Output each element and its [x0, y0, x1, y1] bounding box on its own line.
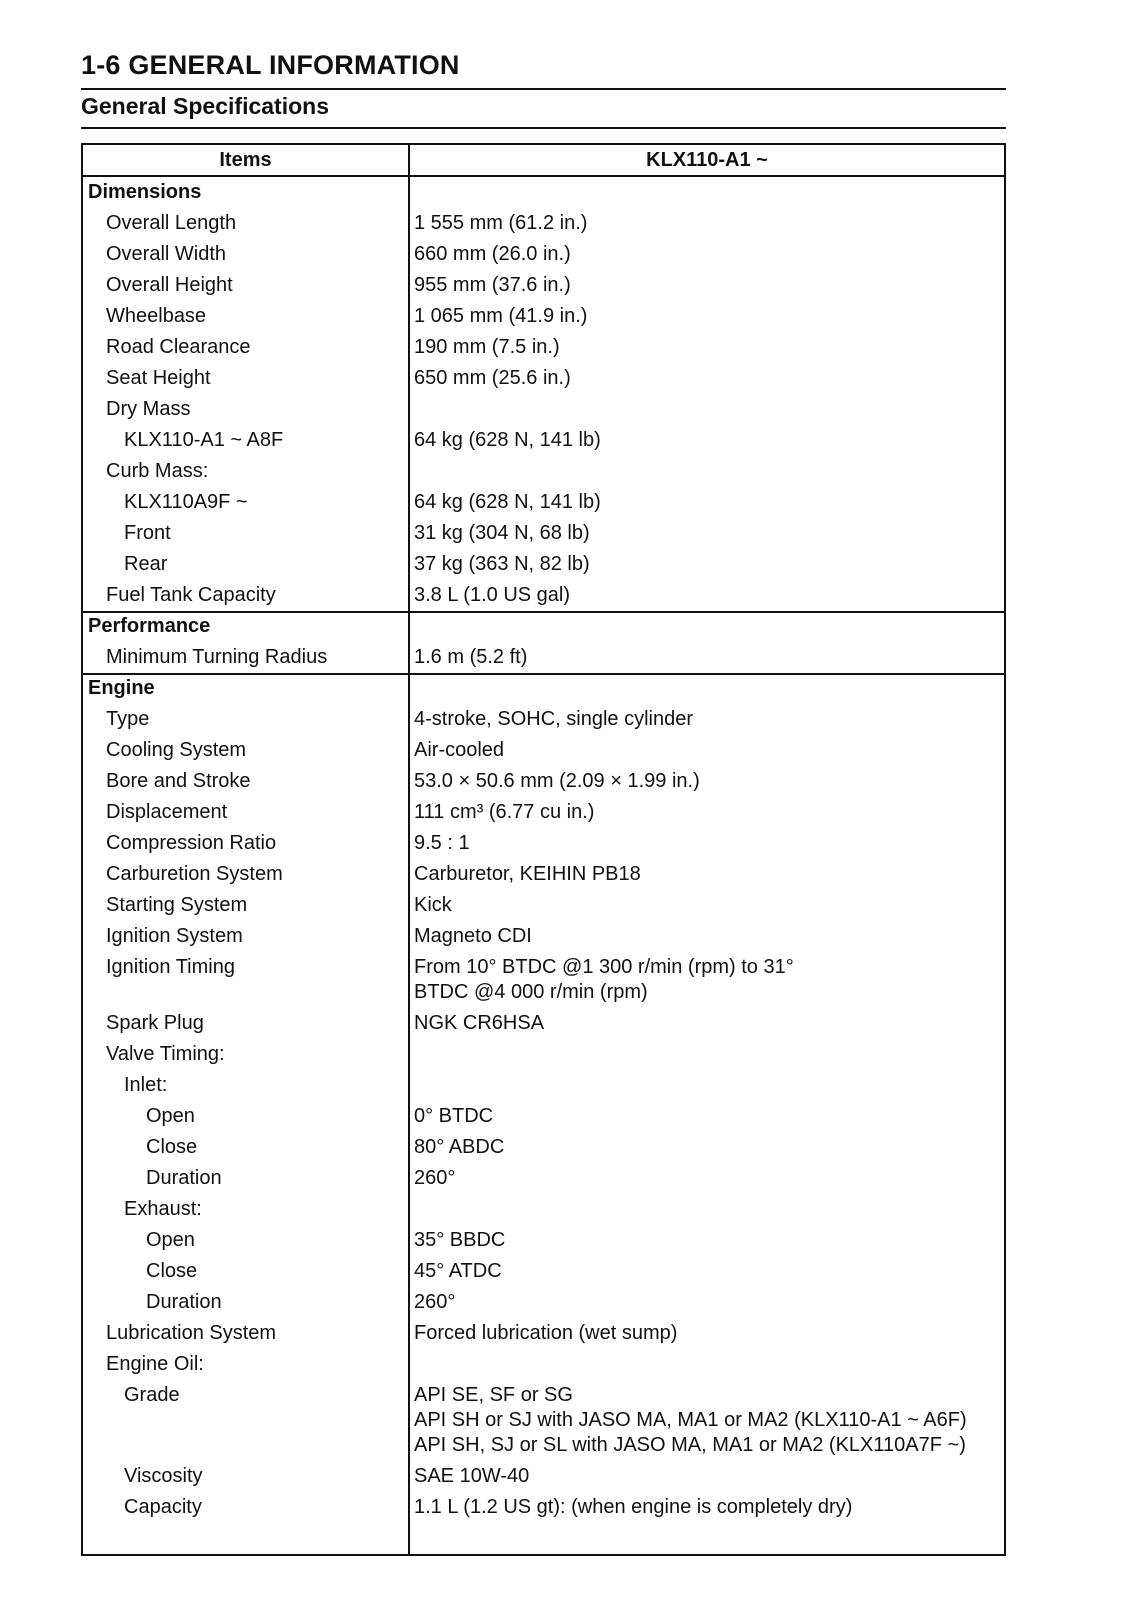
row-value: 64 kg (628 N, 141 lb) — [414, 491, 601, 513]
row-item: Rear — [124, 553, 168, 575]
row-item: Minimum Turning Radius — [106, 646, 328, 668]
row-value: 260° — [414, 1291, 456, 1313]
row-item: Carburetion System — [106, 863, 283, 885]
section-heading-row — [83, 611, 1004, 642]
section-heading: Engine — [88, 677, 155, 699]
row-item: Seat Height — [106, 367, 211, 389]
spec-table — [81, 143, 1006, 1556]
header-items: Items — [219, 149, 272, 171]
table-row — [83, 1318, 1004, 1349]
table-row — [83, 828, 1004, 859]
row-value: 111 cm³ (6.77 cu in.) — [414, 801, 595, 823]
row-value: API SE, SF or SG API SH or SJ with JASO MA, MA1 or MA2 (KLX110-A1 ~ A6F) API SH, SJ or SL with JASO MA, MA1 or MA2 (KLX110A7F ~) — [414, 1384, 967, 1456]
row-item: Displacement — [106, 801, 228, 823]
row-value: NGK CR6HSA — [414, 1012, 545, 1034]
table-header-row — [83, 145, 1004, 177]
table-row — [83, 1492, 1004, 1523]
table-row — [83, 456, 1004, 487]
section-dimensions — [83, 177, 1004, 613]
row-item: Compression Ratio — [106, 832, 277, 854]
row-value: 1 555 mm (61.2 in.) — [414, 212, 588, 234]
section-heading: Performance — [88, 615, 211, 637]
page-title: 1-6 GENERAL INFORMATION — [81, 50, 460, 80]
table-row — [83, 518, 1004, 549]
table-row — [83, 1349, 1004, 1380]
row-item: Viscosity — [124, 1465, 203, 1487]
table-row — [83, 1101, 1004, 1132]
row-item: Type — [106, 708, 150, 730]
table-row — [83, 580, 1004, 611]
row-item: Grade — [124, 1384, 180, 1406]
table-row — [83, 1039, 1004, 1070]
row-item: Cooling System — [106, 739, 247, 761]
row-value: 0° BTDC — [414, 1105, 494, 1127]
row-value: 9.5 : 1 — [414, 832, 470, 854]
row-item: Open — [146, 1229, 195, 1251]
row-value: Forced lubrication (wet sump) — [414, 1322, 678, 1344]
table-row — [83, 1070, 1004, 1101]
row-value: 660 mm (26.0 in.) — [414, 243, 571, 265]
table-row — [83, 363, 1004, 394]
table-row — [83, 239, 1004, 270]
row-value: 80° ABDC — [414, 1136, 505, 1158]
table-row — [83, 890, 1004, 921]
row-value: 3.8 L (1.0 US gal) — [414, 584, 571, 606]
table-row — [83, 735, 1004, 766]
row-item: Close — [146, 1136, 198, 1158]
row-item: Curb Mass: — [106, 460, 209, 482]
row-item: Lubrication System — [106, 1322, 277, 1344]
row-value: 45° ATDC — [414, 1260, 502, 1282]
row-item: Wheelbase — [106, 305, 207, 327]
row-value: From 10° BTDC @1 300 r/min (rpm) to 31° BTDC @4 000 r/min (rpm) — [414, 956, 794, 1003]
row-item: Open — [146, 1105, 195, 1127]
table-row — [83, 1163, 1004, 1194]
row-value: Magneto CDI — [414, 925, 532, 947]
table-row — [83, 1287, 1004, 1318]
table-row — [83, 208, 1004, 239]
row-item: KLX110-A1 ~ A8F — [124, 429, 284, 451]
section-performance — [83, 611, 1004, 675]
table-row — [83, 1461, 1004, 1492]
row-value: 35° BBDC — [414, 1229, 506, 1251]
row-item: Valve Timing: — [106, 1043, 225, 1065]
row-item: Road Clearance — [106, 336, 251, 358]
row-value: 4-stroke, SOHC, single cylinder — [414, 708, 693, 730]
section-title: General Specifications — [81, 93, 329, 119]
table-row — [83, 921, 1004, 952]
row-item: Duration — [146, 1167, 222, 1189]
table-row — [83, 952, 1004, 1008]
table-row — [83, 487, 1004, 518]
row-value: 64 kg (628 N, 141 lb) — [414, 429, 601, 451]
row-item: Overall Height — [106, 274, 233, 296]
row-item: Engine Oil: — [106, 1353, 204, 1375]
row-item: Front — [124, 522, 171, 544]
row-item: Duration — [146, 1291, 222, 1313]
row-value: 260° — [414, 1167, 456, 1189]
row-item: Inlet: — [124, 1074, 168, 1096]
table-row — [83, 301, 1004, 332]
row-value: 53.0 × 50.6 mm (2.09 × 1.99 in.) — [414, 770, 700, 792]
header-model: KLX110-A1 ~ — [646, 149, 768, 171]
table-row — [83, 859, 1004, 890]
table-row — [83, 332, 1004, 363]
table-row — [83, 1008, 1004, 1039]
row-item: Capacity — [124, 1496, 202, 1518]
row-value: 1.1 L (1.2 US gt): (when engine is completely dry) — [414, 1496, 853, 1518]
row-value: 190 mm (7.5 in.) — [414, 336, 560, 358]
row-value: 1 065 mm (41.9 in.) — [414, 305, 588, 327]
row-item: Bore and Stroke — [106, 770, 251, 792]
table-row — [83, 766, 1004, 797]
section-rule — [81, 127, 1006, 129]
row-item: Fuel Tank Capacity — [106, 584, 276, 606]
row-value: 955 mm (37.6 in.) — [414, 274, 571, 296]
row-value: SAE 10W-40 — [414, 1465, 530, 1487]
row-item: Ignition Timing — [106, 956, 235, 978]
table-row — [83, 1194, 1004, 1225]
row-value: Air-cooled — [414, 739, 505, 761]
section-engine — [83, 673, 1004, 1523]
row-item: Spark Plug — [106, 1012, 204, 1034]
table-row — [83, 425, 1004, 456]
row-value: Kick — [414, 894, 452, 916]
table-row — [83, 270, 1004, 301]
row-value: 1.6 m (5.2 ft) — [414, 646, 528, 668]
section-heading-row — [83, 673, 1004, 704]
row-item: Overall Width — [106, 243, 227, 265]
row-value: Carburetor, KEIHIN PB18 — [414, 863, 641, 885]
section-heading-row — [83, 177, 1004, 208]
row-item: Dry Mass — [106, 398, 191, 420]
row-value: 31 kg (304 N, 68 lb) — [414, 522, 590, 544]
table-row — [83, 797, 1004, 828]
row-item: Overall Length — [106, 212, 237, 234]
table-row — [83, 1132, 1004, 1163]
row-value: 37 kg (363 N, 82 lb) — [414, 553, 590, 575]
row-item: Ignition System — [106, 925, 243, 947]
row-item: Close — [146, 1260, 198, 1282]
table-row — [83, 642, 1004, 673]
row-item: Exhaust: — [124, 1198, 202, 1220]
row-item: KLX110A9F ~ — [124, 491, 248, 513]
table-row — [83, 1380, 1004, 1461]
row-value: 650 mm (25.6 in.) — [414, 367, 571, 389]
section-heading: Dimensions — [88, 181, 202, 203]
row-item: Starting System — [106, 894, 248, 916]
table-row — [83, 704, 1004, 735]
table-row — [83, 1225, 1004, 1256]
table-row — [83, 549, 1004, 580]
table-row — [83, 1256, 1004, 1287]
table-row — [83, 394, 1004, 425]
